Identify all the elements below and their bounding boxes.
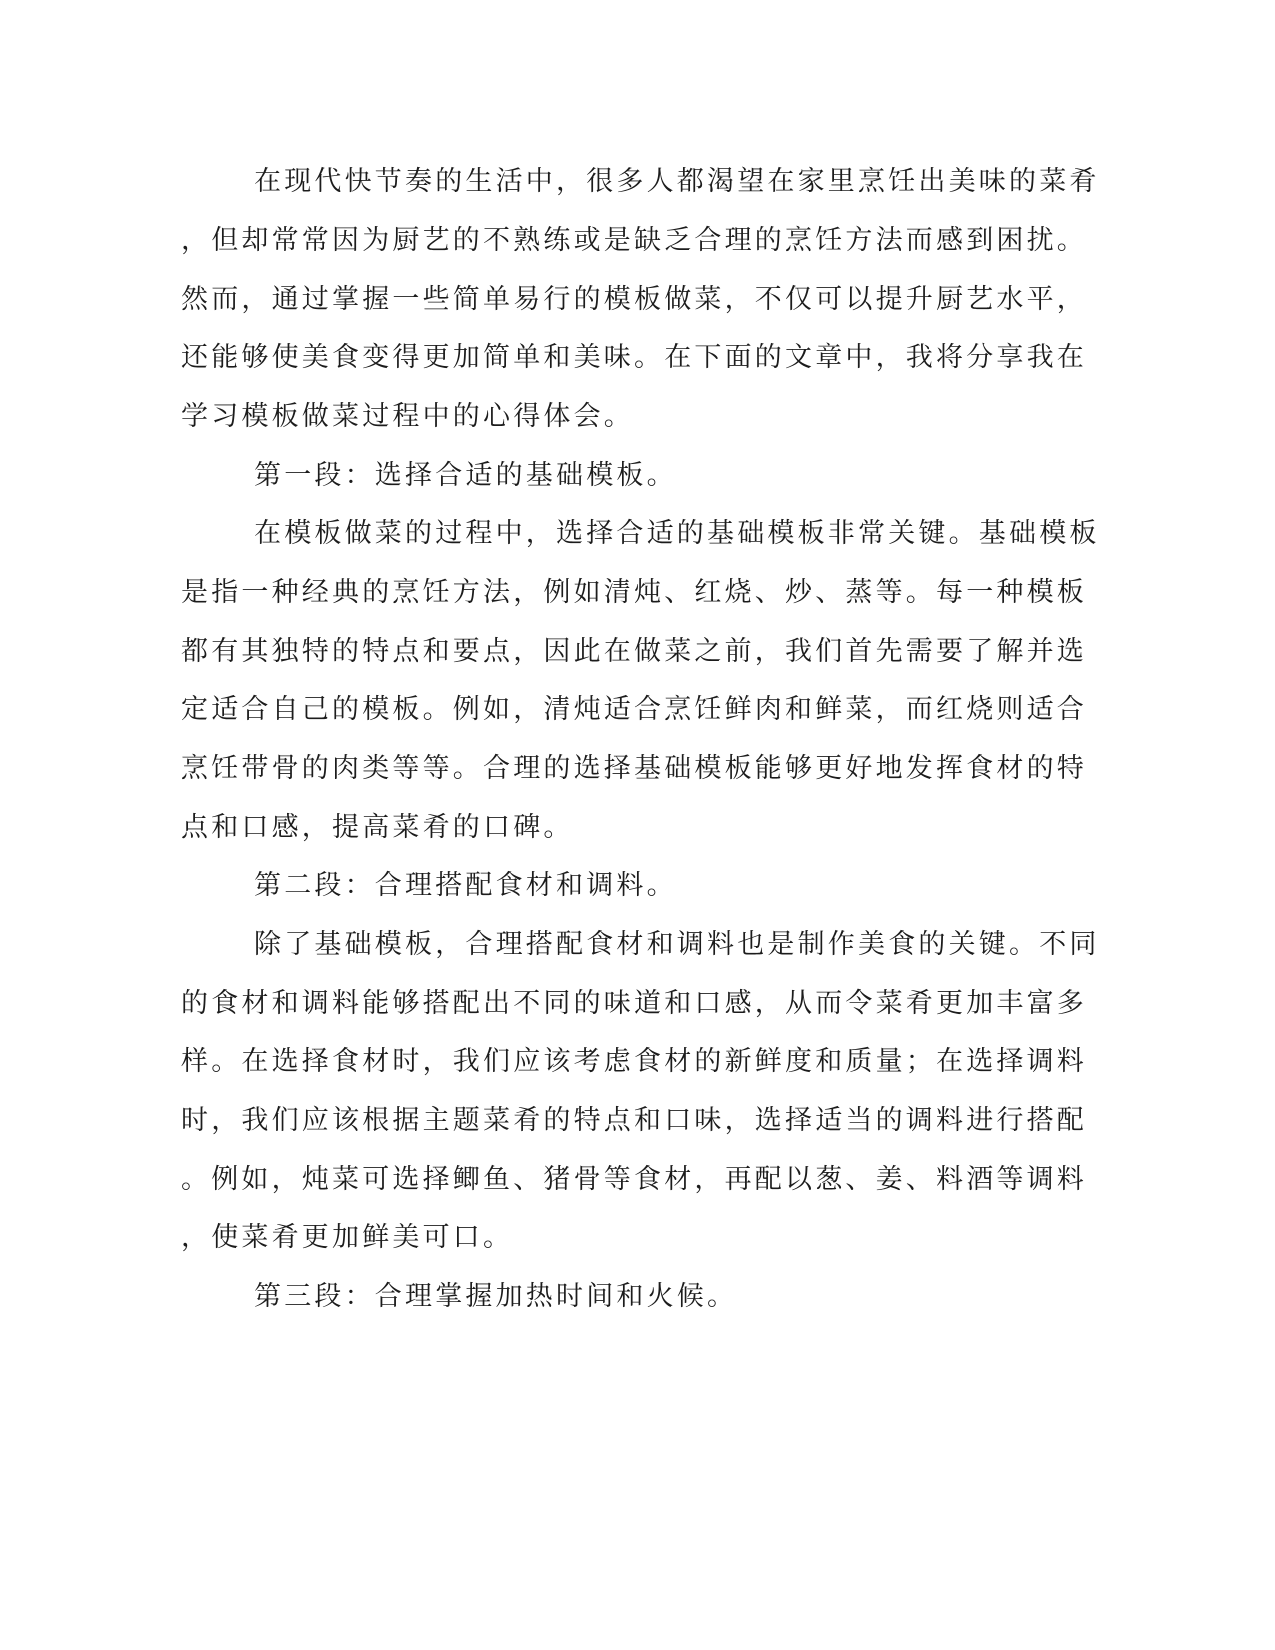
paragraph-section2-line: ，使菜肴更加鲜美可口。 bbox=[181, 1222, 514, 1253]
paragraph-intro-line: 在现代快节奏的生活中，很多人都渴望在家里烹饪出美味的菜肴 bbox=[254, 166, 1100, 197]
paragraph-section2-line: 。例如，炖菜可选择鲫鱼、猪骨等食材，再配以葱、姜、料酒等调料 bbox=[181, 1164, 1087, 1195]
paragraph-section1-line: 都有其独特的特点和要点，因此在做菜之前，我们首先需要了解并选 bbox=[181, 636, 1087, 667]
paragraph-section1-line: 烹饪带骨的肉类等等。合理的选择基础模板能够更好地发挥食材的特 bbox=[181, 753, 1087, 784]
section-heading-2: 第二段：合理搭配食材和调料。 bbox=[254, 870, 677, 901]
paragraph-section1-line: 在模板做菜的过程中，选择合适的基础模板非常关键。基础模板 bbox=[254, 518, 1100, 549]
paragraph-section2-line: 除了基础模板，合理搭配食材和调料也是制作美食的关键。不同 bbox=[254, 929, 1100, 960]
section-heading-1: 第一段：选择合适的基础模板。 bbox=[254, 460, 677, 491]
paragraph-intro-line: 学习模板做菜过程中的心得体会。 bbox=[181, 401, 634, 432]
paragraph-section2-line: 时，我们应该根据主题菜肴的特点和口味，选择适当的调料进行搭配 bbox=[181, 1105, 1087, 1136]
paragraph-intro-line: 然而，通过掌握一些简单易行的模板做菜，不仅可以提升厨艺水平， bbox=[181, 284, 1087, 315]
paragraph-section1-line: 是指一种经典的烹饪方法，例如清炖、红烧、炒、蒸等。每一种模板 bbox=[181, 577, 1087, 608]
section-heading-3: 第三段：合理掌握加热时间和火候。 bbox=[254, 1281, 738, 1312]
paragraph-section2-line: 样。在选择食材时，我们应该考虑食材的新鲜度和质量；在选择调料 bbox=[181, 1046, 1087, 1077]
paragraph-intro-line: 还能够使美食变得更加简单和美味。在下面的文章中，我将分享我在 bbox=[181, 342, 1087, 373]
paragraph-section1-line: 定适合自己的模板。例如，清炖适合烹饪鲜肉和鲜菜，而红烧则适合 bbox=[181, 694, 1087, 725]
paragraph-intro-line: ，但却常常因为厨艺的不熟练或是缺乏合理的烹饪方法而感到困扰。 bbox=[181, 225, 1087, 256]
paragraph-section1-line: 点和口感，提高菜肴的口碑。 bbox=[181, 812, 574, 843]
paragraph-section2-line: 的食材和调料能够搭配出不同的味道和口感，从而令菜肴更加丰富多 bbox=[181, 988, 1087, 1019]
